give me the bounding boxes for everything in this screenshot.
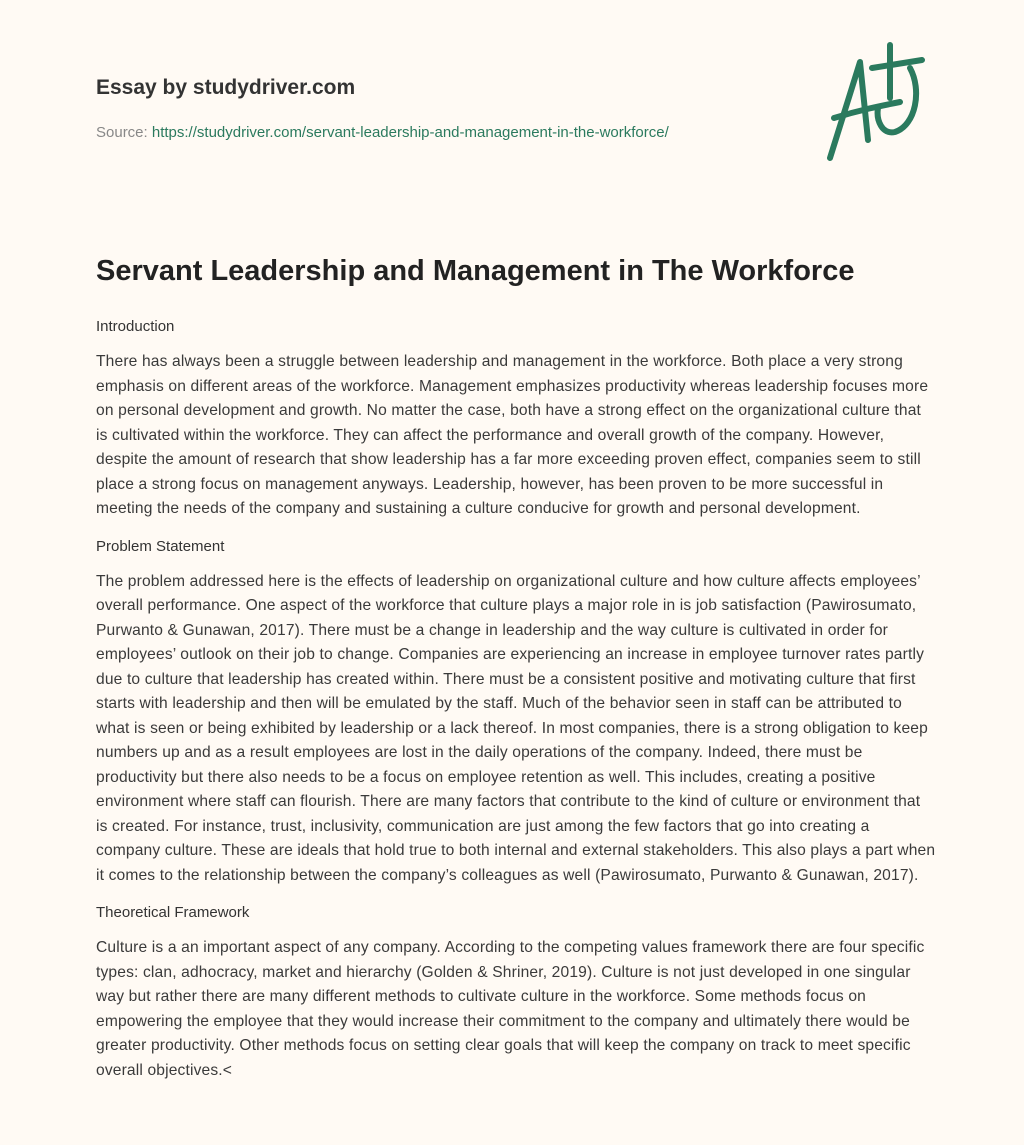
section-heading: Introduction (96, 318, 175, 335)
section-heading: Theoretical Framework (96, 904, 250, 921)
source-line (96, 124, 669, 141)
section-paragraph: The problem addressed here is the effects of leadership on organizational culture and how culture affects employees’ overall performance. One aspect of the workforce that culture plays a major role in is job satisfaction (Pawirosumato, Purwanto & Gunawan, 2017). There must be a change in leadership and the way culture is cultivated in order for employees’ outlook on their job to change. Companies are experiencing an increase in employee turnover rates partly due to culture that leadership has created within. There must be a consistent positive and motivating culture that first starts with leadership and then will be emulated by the staff. Much of the behavior seen in staff can be attributed to what is seen or being exhibited by leadership or a lack thereof. In most companies, there is a strong obligation to keep numbers up and as a result employees are lost in the daily operations of the company. Indeed, there must be productivity but there also needs to be a focus on employee retention as well. This includes, creating a positive environment where staff can flourish. There are many factors that contribute to the kind of culture or environment that is created. For instance, trust, inclusivity, communication are just among the few factors that go into creating a company culture. These are ideals that hold true to both internal and external stakeholders. This also plays a part when it comes to the relationship between the company’s colleagues as well (Pawirosumato, Purwanto & Gunawan, 2017). (96, 572, 936, 884)
source-link[interactable]: https://studydriver.com/servant-leadership-and-management-in-the-workforce/ (151, 124, 669, 141)
source-label: Source: (96, 124, 148, 141)
essay-title: Servant Leadership and Management in The Workforce (96, 255, 855, 287)
section-paragraph: There has always been a struggle between leadership and management in the workforce. Both place a very strong emphasis on different areas of the workforce. Management emphasizes productivity whereas leadership focuses more on personal development and growth. No matter the case, both have a strong effect on the organizational culture that is cultivated within the workforce. They can affect the performance and overall growth of the company. However, despite the amount of research that show leadership has a far more exceeding proven effect, companies seem to still place a strong focus on management anyways. Leadership, however, has been proven to be more successful in meeting the needs of the company and sustaining a culture conducive for growth and personal development. (96, 353, 929, 517)
section-paragraph: Culture is a an important aspect of any company. According to the competing values framework there are four specific types: clan, adhocracy, market and hierarchy (Golden & Shriner, 2019). Culture is not just developed in one singular way but rather there are many different methods to cultivate culture in the workforce. Some methods focus on empowering the employee that they would increase their commitment to the company and ultimately there would be greater productivity. Other methods focus on setting clear goals that will keep the company on track to meet specific overall objectives.< (96, 939, 925, 1079)
a-plus-logo-icon (820, 40, 930, 165)
section-heading: Problem Statement (96, 537, 225, 555)
site-brand: Essay by studydriver.com (96, 76, 356, 99)
essay-body (96, 316, 936, 1097)
